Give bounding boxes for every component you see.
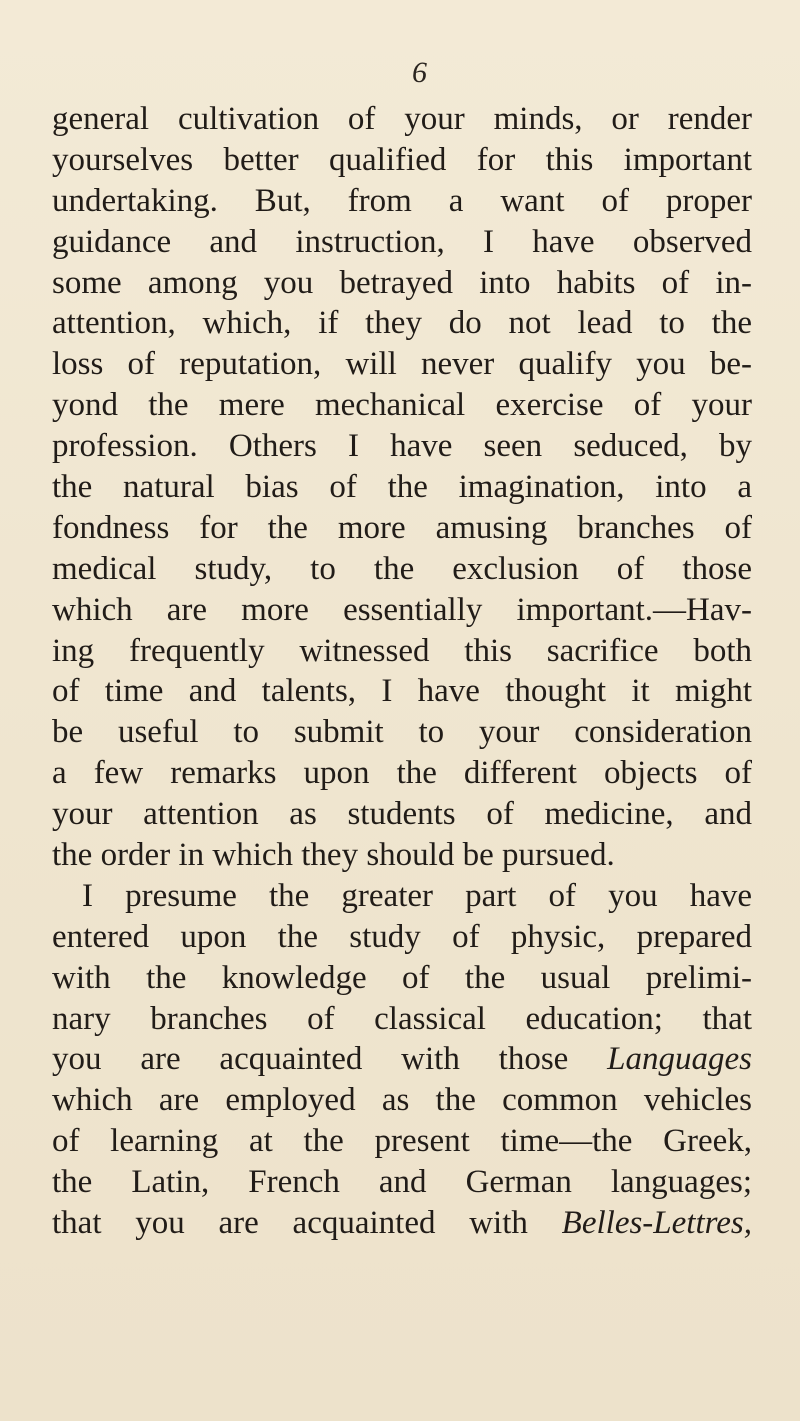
text-line: of time and talents, I have thought it might [52,673,752,710]
text-line: yond the mere mechanical exercise of your [52,387,752,424]
page-number: 6 [412,56,427,89]
text-line: some among you betrayed into habits of in- [52,264,752,301]
text-line: the Latin, French and German languages; [52,1164,752,1201]
text-run: you are acquainted with those [52,1041,569,1078]
text-line: profession. Others I have seen seduced, by [52,428,752,465]
text-line: loss of reputation, will never qualify you be- [52,346,752,383]
text-line: fondness for the more amusing branches of [52,509,752,546]
text-line: with the knowledge of the usual prelimi- [52,959,752,996]
text-line: which are more essentially important.—Hav- [52,591,752,628]
text-line [52,1039,752,1080]
text-line [52,1203,752,1244]
text-line: entered upon the study of physic, prepared [52,918,752,955]
text-line: nary branches of classical education; that [52,1000,752,1037]
text-line: a few remarks upon the different objects of [52,755,752,792]
text-line: yourselves better qualified for this important [52,141,752,178]
text-line: be useful to submit to your consideration [52,714,752,751]
text-line: attention, which, if they do not lead to the [52,305,752,342]
text-line: medical study, to the exclusion of those [52,550,752,587]
text-line: general cultivation of your minds, or render [52,101,752,137]
text-line: your attention as students of medicine, and [52,796,752,833]
text-run: that you are acquainted with [52,1205,528,1242]
text-line: the order in which they should be pursued. [52,837,615,874]
text-line: which are employed as the common vehicles [52,1082,752,1119]
text-line: of learning at the present time—the Greek, [52,1123,752,1160]
body-text [52,99,752,1244]
text-line: guidance and instruction, I have observed [52,223,752,260]
text-line: I presume the greater part of you have [82,877,752,914]
text-line: undertaking. But, from a want of proper [52,182,752,219]
text-line: ing frequently witnessed this sacrifice both [52,632,752,669]
italic-term-languages: Languages [607,1041,752,1078]
italic-term-belles-lettres: Belles-Lettres, [561,1205,752,1242]
text-line: the natural bias of the imagination, into a [52,469,752,506]
